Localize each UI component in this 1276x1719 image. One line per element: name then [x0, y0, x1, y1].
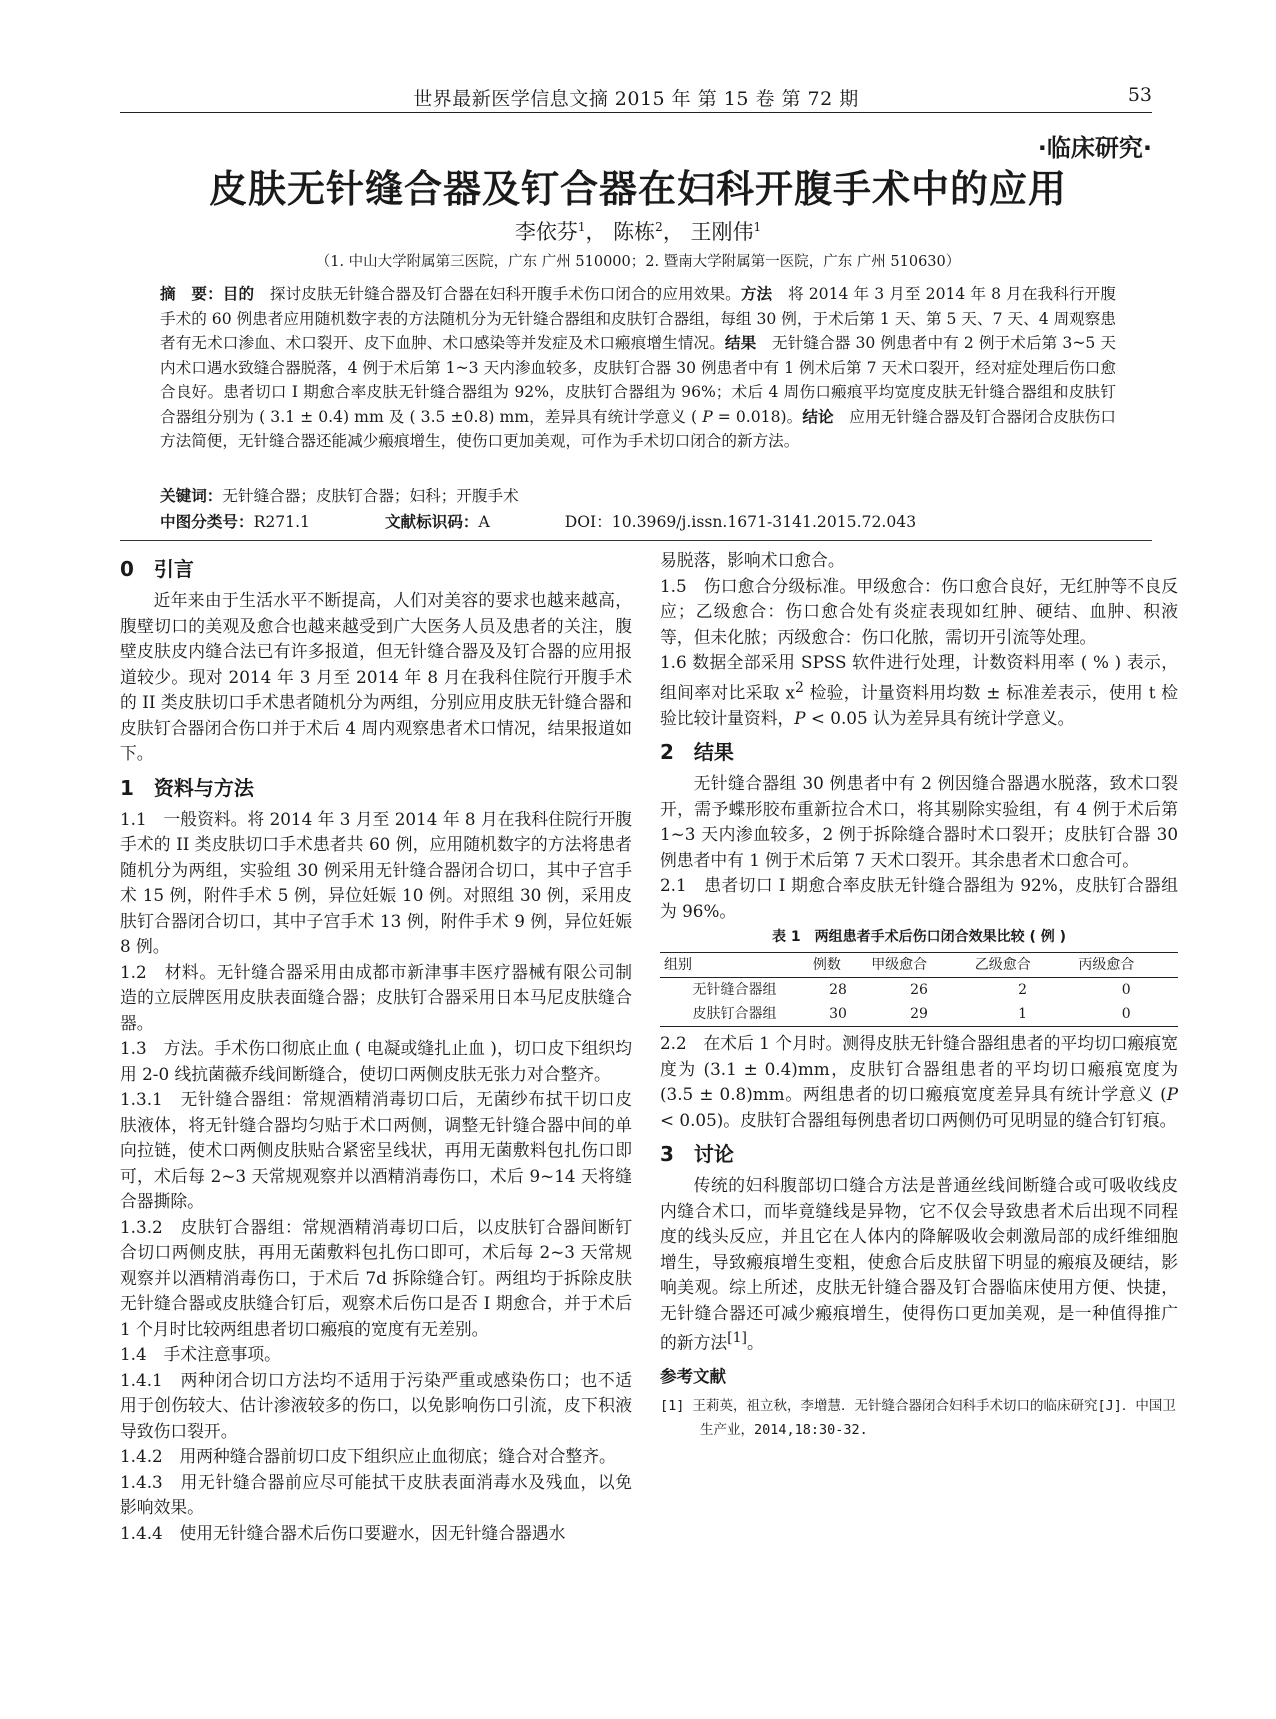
table-caption: 表 1 两组患者手术后伤口闭合效果比较 ( 例 ) — [771, 929, 1067, 946]
paragraph: 1.4.4 使用无针缝合器术后伤口要避水，因无针缝合器遇水 — [120, 1522, 566, 1543]
references-heading: 参考文献 — [660, 1367, 726, 1387]
abstract: 摘 要：目的 探讨皮肤无针缝合器及钉合器在妇科开腹手术伤口闭合的应用效果。方法 将 2014 年 3 月至 2014 年 8 月在我科行开腹手术的 60 例患者应用随机数字表的方法随机分为无针缝合器组和皮肤钉合器组，每组 30 例，于术后第 1 天、第 5 天、7 天、4 周观察患者有无术口渗血、术口裂开、皮下血肿、术口感染等并发症及术口瘢痕增生情况。结果 无针缝合器 30 例患者中有 2 例于术后第 3~5 天内术口遇水致缝合器脱落，4 例于术后第 1~3 天内渗血较多，皮肤钉合器 30 例患者中有 1 例术后第 7 天术口裂开，经对症处理后伤口愈合良好。患者切口 I 期愈合率皮肤无针缝合器组为 92%，皮肤钉合器组为 96%；术后 4 周伤口瘢痕平均宽度皮肤无针缝合器组和皮肤钉合器组分别为 ( 3.1 ± 0.4) mm 及 ( 3.5 ±0.8) mm，差异具有统计学意义 ( P = 0.018)。结论 应用无针缝合器及钉合器闭合皮肤伤口方法简便，无针缝合器还能减少瘢痕增生，使伤口更加美观，可作为手术切口闭合的新方法。 — [160, 285, 1116, 450]
paragraph: 2.1 患者切口 I 期愈合率皮肤无针缝合器组为 92%，皮肤钉合器组为 96%。 — [660, 875, 1178, 921]
section-heading: 0 引言 — [120, 557, 194, 581]
table-header: 例数 — [809, 953, 867, 978]
paragraph: 1.5 伤口愈合分级标准。甲级愈合：伤口愈合良好，无红肿等不良反应；乙级愈合：伤口愈合处有炎症表现如红肿、硬结、血肿、积液等，但未化脓；丙级愈合：伤口化脓，需切开引流等处理。 — [660, 575, 1178, 647]
table-header: 丙级愈合 — [1074, 953, 1178, 978]
authors: 李依芬$^1$， 陈栋$^2$， 王刚伟$^1$ — [514, 220, 762, 244]
section-tag: ·临床研究· — [1037, 134, 1152, 162]
table-header: 组别 — [660, 953, 809, 978]
table-header: 甲级愈合 — [867, 953, 971, 978]
paragraph: 1.6 数据全部采用 SPSS 软件进行处理，计数资料用率 ( % ) 表示，组间率对比采取 $x^2$ 检验，计量资料用均数 ± 标准差表示，使用 t 检验比较计量资料，P < 0.05 认为差异具有统计学意义。 — [660, 652, 1178, 728]
classification-line: 中图分类号：R271.1 文献标识码：A DOI：10.3969/j.issn.1671-3141.2015.72.043 — [160, 513, 917, 531]
paragraph: 易脱落，影响术口愈合。 — [660, 550, 845, 570]
section-heading: 3 讨论 — [660, 1142, 734, 1167]
right-column — [660, 548, 1178, 1442]
author-name: 陈栋 — [613, 220, 656, 244]
paragraph: 1.4.1 两种闭合切口方法均不适用于污染严重或感染伤口；也不适用于创伤较大、估计渗液较多的伤口，以免影响伤口引流，皮下积液导致伤口裂开。 — [120, 1369, 632, 1441]
author-name: 李依芬 — [514, 220, 578, 244]
section-heading: 1 资料与方法 — [120, 775, 254, 800]
keywords: 关键词：无针缝合器；皮肤钉合器；妇科；开腹手术 — [160, 487, 519, 505]
running-header — [120, 78, 1152, 113]
paragraph: 1.3.1 无针缝合器组：常规酒精消毒切口后，无菌纱布拭干切口皮肤液体，将无针缝合器均匀贴于术口两侧，调整无针缝合器中间的单向拉链，使术口两侧皮肤贴合紧密呈线状，再用无菌敷料包扎伤口即可，术后每 2~3 天常规观察并以酒精消毒伤口，术后 9~14 天将缝合器撕除。 — [120, 1089, 632, 1211]
table-header: 乙级愈合 — [971, 953, 1075, 978]
paragraph: 近年来由于生活水平不断提高，人们对美容的要求也越来越高，腹壁切口的美观及愈合也越来越受到广大医务人员及患者的关注，腹壁皮肤皮内缝合法已有许多报道，但无针缝合器及及钉合器的应用报道较少。现对 2014 年 3 月至 2014 年 8 月在我科住院行开腹手术的 II 类皮肤切口手术患者随机分为两组，分别应用皮肤无针缝合器和皮肤钉合器闭合伤口并于术后 4 周内观察患者术口情况，结果报道如下。 — [120, 590, 632, 763]
paragraph: 1.2 材料。无针缝合器采用由成都市新津事丰医疗器械有限公司制造的立辰牌医用皮肤表面缝合器；皮肤钉合器采用日本马尼皮肤缝合器。 — [120, 961, 632, 1033]
paragraph: 1.4 手术注意事项。 — [120, 1344, 281, 1364]
paragraph: 1.1 一般资料。将 2014 年 3 月至 2014 年 8 月在我科住院行开腹手术的 II 类皮肤切口手术患者共 60 例，应用随机数字的方法将患者随机分为两组，实验组 30 例采用无针缝合器闭合切口，其中子宫手术 15 例，附件手术 5 例，异位妊娠 10 例。对照组 30 例，采用皮肤钉合器闭合切口，其中子宫手术 13 例，附件手术 9 例，异位妊娠 8 例。 — [120, 808, 632, 956]
paragraph: 1.4.2 用两种缝合器前切口皮下组织应止血彻底；缝合对合整齐。 — [120, 1446, 616, 1466]
table-row: 无针缝合器组 28 26 2 0 — [692, 982, 1131, 999]
paragraph: 传统的妇科腹部切口缝合方法是普通丝线间断缝合或可吸收线皮内缝合术口，而毕竟缝线是异物，它不仅会导致患者术后出现不同程度的线头反应，并且它在人体内的降解吸收会刺激局部的成纤维细胞增生，导致瘢痕增生变粗，使愈合后皮肤留下明显的瘢痕及硬结，影响美观。综上所述，皮肤无针缝合器及钉合器临床使用方便、快捷，无针缝合器还可减少瘢痕增生，使得伤口更加美观，是一种值得推广的新方法[1]。 — [660, 1175, 1178, 1353]
journal-title: 世界最新医学信息文摘 2015 年 第 15 卷 第 72 期 — [413, 88, 859, 110]
divider — [120, 540, 1152, 541]
paragraph: 1.4.3 用无针缝合器前应尽可能拭干皮肤表面消毒水及残血，以免影响效果。 — [120, 1471, 632, 1517]
affiliations: （1. 中山大学附属第三医院，广东 广州 510000；2. 暨南大学附属第一医院，广东 广州 510630） — [315, 254, 961, 270]
paragraph: 2.2 在术后 1 个月时。测得皮肤无针缝合器组患者的平均切口瘢痕宽度为 (3.1 ± 0.4)mm，皮肤钉合器组患者的平均切口瘢痕宽度为 (3.5 ± 0.8)mm。两组患者的切口瘢痕宽度差异具有统计学意义 (P < 0.05)。皮肤钉合器组每例患者切口两侧仍可见明显的缝合钉钉痕。 — [660, 1033, 1178, 1130]
table-row: 皮肤钉合器组 30 29 1 0 — [660, 1002, 1178, 1027]
left-column — [120, 548, 632, 1546]
table-1 — [660, 926, 1178, 1027]
section-heading: 2 结果 — [660, 740, 734, 765]
paragraph: 无针缝合器组 30 例患者中有 2 例因缝合器遇水脱落，致术口裂开，需予蝶形胶布重新拉合术口，将其剔除实验组，有 4 例于术后第 1~3 天内渗血较多，2 例于拆除缝合器时术口裂开；皮肤钉合器 30 例患者中有 1 例于术后第 7 天术口裂开。其余患者术口愈合可。 — [660, 773, 1178, 870]
paragraph: 1.3.2 皮肤钉合器组：常规酒精消毒切口后，以皮肤钉合器间断钉合切口两侧皮肤，再用无菌敷料包扎伤口即可，术后每 2~3 天常规观察并以酒精消毒伤口，于术后 7d 拆除缝合钉。两组均于拆除皮肤无针缝合器或皮肤缝合钉后，观察术后伤口是否 I 期愈合，并于术后 1 个月时比较两组患者切口瘢痕的宽度有无差别。 — [120, 1216, 632, 1339]
page-number: 53 — [1127, 84, 1152, 106]
article-title: 皮肤无针缝合器及钉合器在妇科开腹手术中的应用 — [208, 167, 1067, 211]
doi: 10.3969/j.issn.1671-3141.2015.72.043 — [611, 513, 917, 531]
reference-item: [1] 王莉英，祖立秋，李增慧．无针缝合器闭合妇科手术切口的临床研究[J]．中国卫生产业，2014,18:30-32. — [660, 1397, 1176, 1438]
author-name: 王刚伟 — [690, 220, 754, 244]
paragraph: 1.3 方法。手术伤口彻底止血 ( 电凝或缝扎止血 )，切口皮下组织均用 2-0 线抗菌薇乔线间断缝合，使切口两侧皮肤无张力对合整齐。 — [120, 1038, 632, 1084]
